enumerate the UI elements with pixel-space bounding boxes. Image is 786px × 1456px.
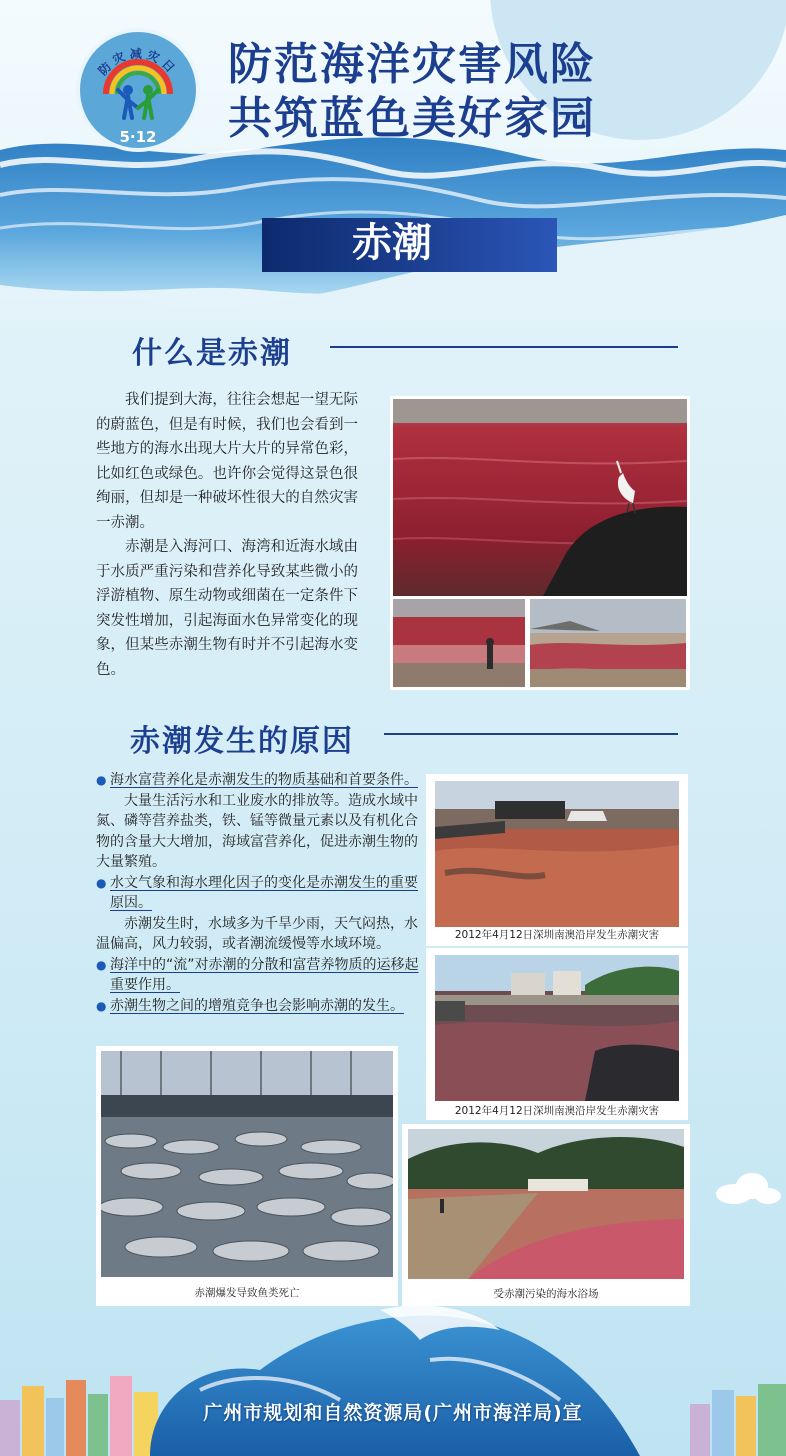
bullet-dot-icon: ● — [96, 875, 107, 890]
cause-detail: 赤潮发生时，水域多为千旱少雨，天气闷热，水温偏高，风力较弱，或者潮流缓慢等水域环境。 — [96, 915, 418, 952]
section-title-what: 什么是赤潮 — [132, 336, 292, 371]
dead-fish-photo — [101, 1051, 393, 1277]
fish-photo-frame — [96, 1046, 398, 1306]
paragraph: 赤潮是入海河口、海湾和近海水域由于水质严重污染和营养化导致某些微小的浮游植物、原生动物或细菌在一定条件下突发性增加，引起海面水色异常变化的现象，但某些赤潮生物有时并不引起海水变色。 — [96, 539, 358, 678]
bullet-dot-icon: ● — [96, 773, 107, 787]
bullet-dot-icon: ● — [96, 998, 107, 1013]
section-what-text — [96, 388, 358, 682]
pier-red-tide-photo — [435, 781, 679, 927]
photo-caption: 2012年4月12日深圳南澳沿岸发生赤潮灾害 — [454, 929, 660, 941]
bullet-dot-icon: ● — [96, 957, 107, 972]
logo-date: 5·12 — [119, 128, 157, 146]
list-item: ● 海洋中的“流”对赤潮的分散和富营养物质的运移起重要作用。 — [96, 956, 419, 993]
photo-caption: 赤潮爆发导致鱼类死亡 — [194, 1287, 300, 1299]
paragraph: 我们提到大海，往往会想起一望无际的蔚蓝色，但是有时候，我们也会看到一些地方的海水出现大片大片的异常色彩，比如红色或绿色。也许你会觉得这景色很绚丽，但却是一种破坏性很大的自然灾害一赤潮。 — [96, 392, 358, 531]
red-tide-photo-collage — [390, 396, 690, 690]
footer-publisher: 广州市规划和自然资源局(广州市海洋局)宣 — [203, 1402, 583, 1424]
nanao-photo-frame-2 — [426, 948, 688, 1120]
list-item: ● 赤潮生物之间的增殖竞争也会影响赤潮的发生。 — [96, 996, 420, 1017]
beach-red-tide-photo — [393, 599, 525, 687]
topic-banner-text: 赤潮 — [352, 220, 432, 266]
shore-red-tide-photo — [530, 599, 686, 687]
section-divider — [330, 346, 678, 348]
photo-caption: 受赤潮污染的海水浴场 — [493, 1288, 599, 1300]
title-line-1: 防范海洋灾害风险 — [228, 39, 596, 90]
polluted-beach-photo — [408, 1129, 684, 1279]
section-title-causes: 赤潮发生的原因 — [130, 724, 354, 759]
nanao-photo-frame-1 — [426, 774, 688, 946]
list-item: ● 海水富营养化是赤潮发生的物质基础和首要条件。 — [96, 770, 420, 791]
egret-red-tide-photo — [393, 399, 687, 596]
cause-detail: 大量生活污水和工业废水的排放等。造成水域中氮、磷等营养盐类，铁、锰等微量元素以及有机化合物的含量大大增加，海域富营养化，促进赤潮生物的大量繁殖。 — [96, 792, 418, 870]
svg-text:防灾减灾日: 防灾减灾日 — [95, 46, 181, 79]
causes-list — [96, 770, 420, 1016]
beach-photo-frame — [402, 1124, 690, 1306]
title-line-2: 共筑蓝色美好家园 — [228, 93, 596, 144]
footer-wave-background — [0, 1300, 786, 1456]
cloud-icon — [712, 1170, 782, 1206]
photo-caption: 2012年4月12日深圳南澳沿岸发生赤潮灾害 — [454, 1105, 660, 1117]
section-divider — [384, 733, 678, 735]
disaster-day-logo — [76, 28, 200, 152]
harbor-red-tide-photo — [435, 955, 679, 1101]
list-item: ● 水文气象和海水理化因子的变化是赤潮发生的重要原因。 — [96, 874, 418, 911]
